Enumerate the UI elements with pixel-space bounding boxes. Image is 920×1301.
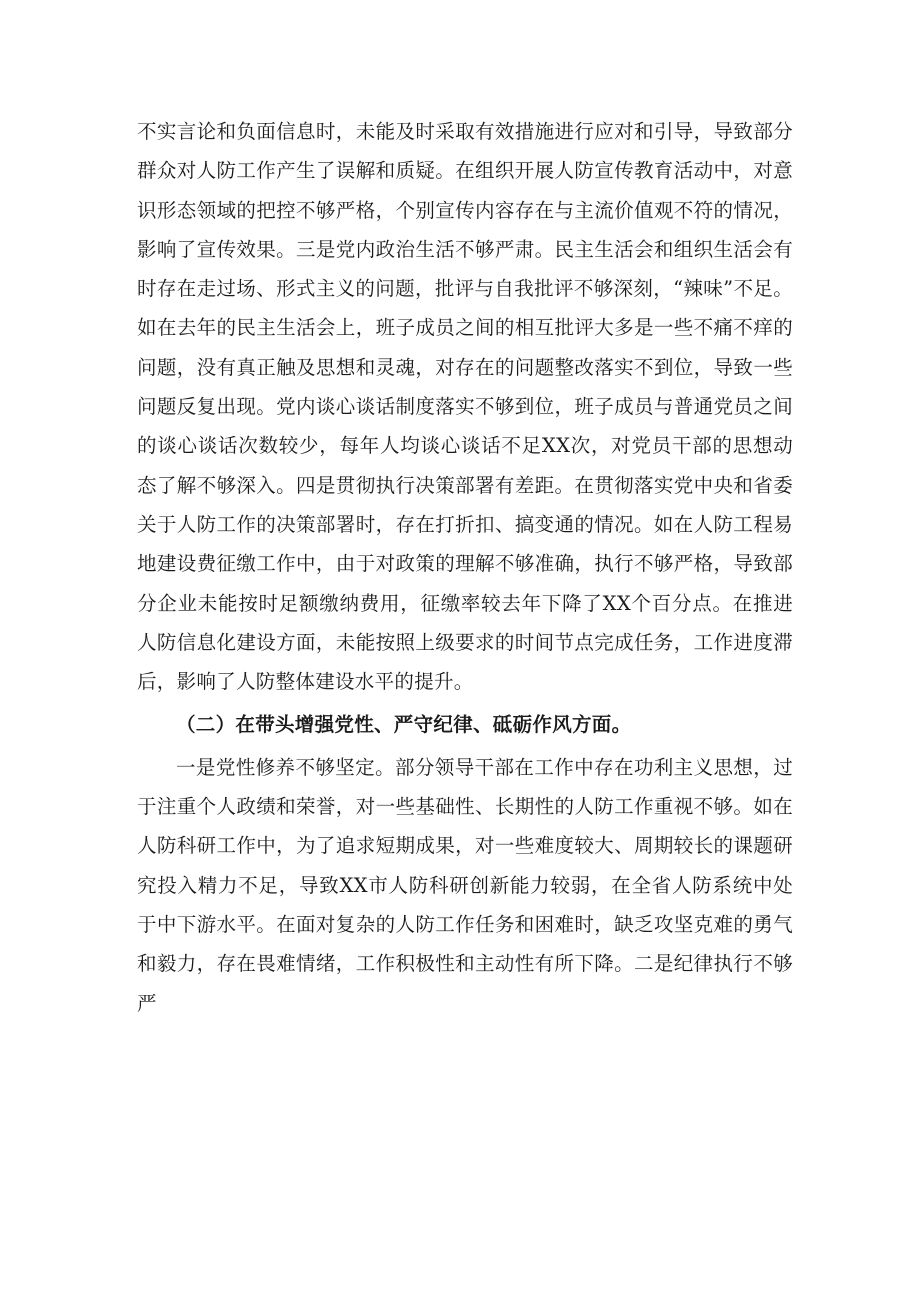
body-paragraph-continued: 不实言论和负面信息时，未能及时采取有效措施进行应对和引导，导致部分群众对人防工作产生了误解和质疑。在组织开展人防宣传教育活动中，对意识形态领域的把控不够严格，个别宣传内容存在与主流价值观不符的情况，影响了宣传效果。三是党内政治生活不够严肃。民主生活会和组织生活会有时存在走过场、形式主义的问题，批评与自我批评不够深刻，“辣味”不足。如在去年的民主生活会上，班子成员之间的相互批评大多是一些不痛不痒的问题，没有真正触及思想和灵魂，对存在的问题整改落实不到位，导致一些问题反复出现。党内谈心谈话制度落实不够到位，班子成员与普通党员之间的谈心谈话次数较少，每年人均谈心谈话不足XX次，对党员干部的思想动态了解不够深入。四是贯彻执行决策部署有差距。在贯彻落实党中央和省委关于人防工作的决策部署时，存在打折扣、搞变通的情况。如在人防工程易地建设费征缴工作中，由于对政策的理解不够准确，执行不够严格，导致部分企业未能按时足额缴纳费用，征缴率较去年下降了XX个百分点。在推进人防信息化建设方面，未能按照上级要求的时间节点完成任务，工作进度滞后，影响了人防整体建设水平的提升。 xyxy=(137,120,793,694)
body-paragraph-section: 一是党性修养不够坚定。部分领导干部在工作中存在功利主义思想，过于注重个人政绩和荣誉，对一些基础性、长期性的人防工作重视不够。如在人防科研工作中，为了追求短期成果，对一些难度较大、周期较长的课题研究投入精力不足，导致XX市人防科研创新能力较弱，在全省人防系统中处于中下游水平。在面对复杂的人防工作任务和困难时，缺乏攻坚克难的勇气和毅力，存在畏难情绪，工作积极性和主动性有所下降。二是纪律执行不够严 xyxy=(137,755,793,1015)
section-heading: （二）在带头增强党性、严守纪律、砥砺作风方面。 xyxy=(176,713,632,737)
document-body xyxy=(137,112,793,1023)
